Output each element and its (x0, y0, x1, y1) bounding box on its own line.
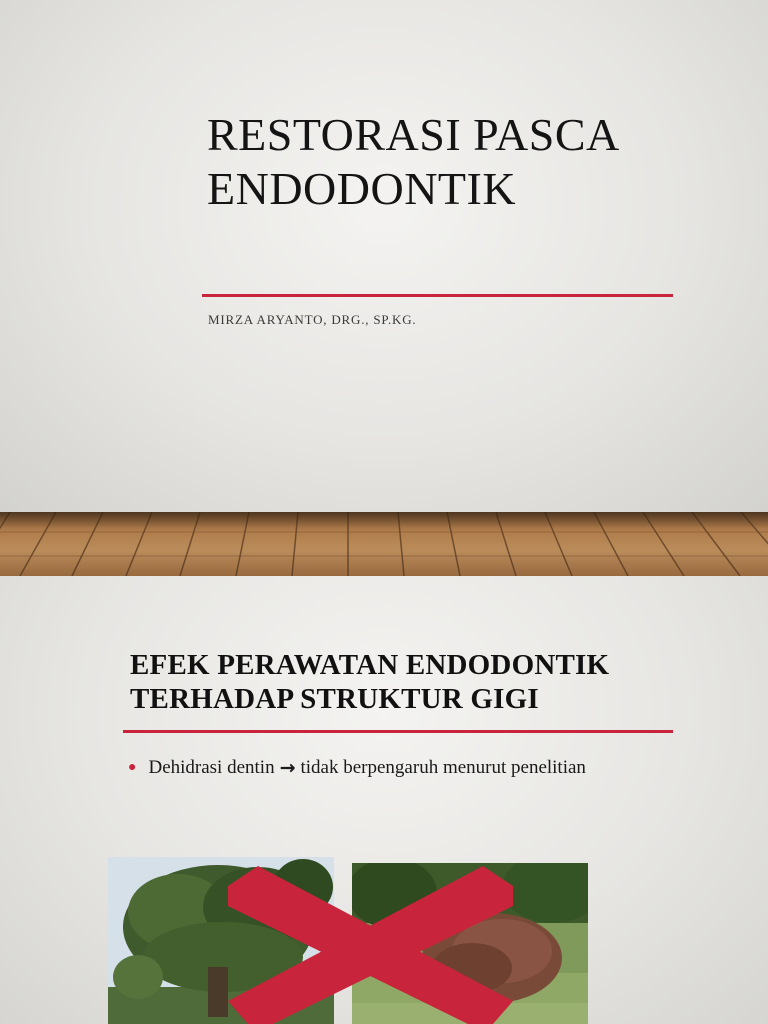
title-line-2: ENDODONTIK (207, 163, 517, 214)
wood-planks-graphic (0, 512, 768, 576)
presentation-title (207, 108, 727, 216)
bullet-text-end: tidak berpengaruh menurut penelitian (300, 757, 586, 778)
title-line-1: RESTORASI PASCA (207, 109, 620, 160)
right-arrow-icon: → (279, 757, 296, 779)
bullet-dot-icon: ● (128, 760, 137, 775)
bullet-item (128, 757, 586, 779)
title-divider (202, 294, 673, 297)
author-name: MIRZA ARYANTO, DRG., SP.KG. (208, 312, 417, 327)
heading-divider (123, 730, 673, 733)
red-x-icon (228, 866, 513, 1024)
bullet-text-start: Dehidrasi dentin (148, 757, 275, 778)
wood-floor-decoration (0, 512, 768, 576)
heading-line-2: TERHADAP STRUKTUR GIGI (130, 683, 539, 715)
slide-heading (130, 648, 730, 716)
heading-line-1: EFEK PERAWATAN ENDODONTIK (130, 649, 610, 681)
content-slide (0, 576, 768, 1024)
